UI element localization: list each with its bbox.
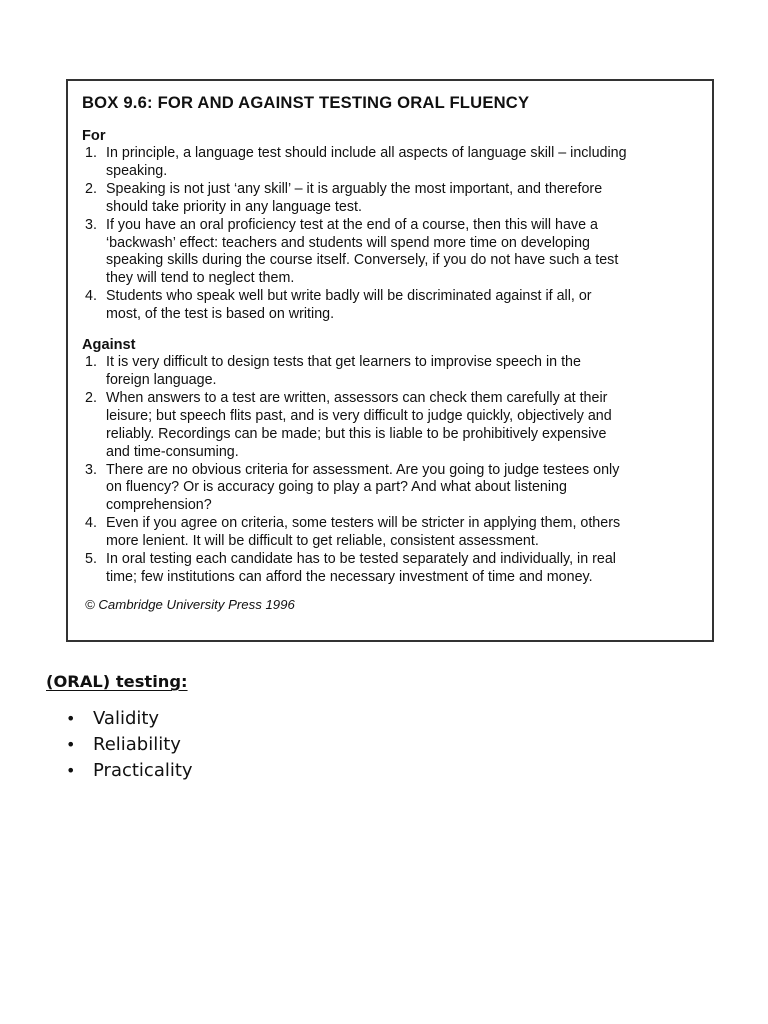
criteria-label: Practicality [93,760,193,781]
list-item [82,515,698,551]
item-line: It is very difficult to design tests that get learners to improvise speech in the [106,354,581,371]
bullet-icon: • [66,761,76,780]
item-line: time; few institutions can afford the necessary investment of time and money. [106,568,593,585]
item-line: should take priority in any language test. [106,198,362,215]
item-number: 1. [85,145,97,161]
item-line: foreign language. [106,371,217,388]
item-line: Speaking is not just ‘any skill’ – it is arguably the most important, and therefore [106,180,603,197]
oral-testing-heading: (ORAL) testing: [46,672,188,691]
item-line: Students who speak well but write badly will be discriminated against if all, or [106,288,592,305]
box-title: BOX 9.6: FOR AND AGAINST TESTING ORAL FLUENCY [82,93,530,112]
item-line: In oral testing each candidate has to be tested separately and individually, in real [106,551,616,568]
list-item [82,217,698,289]
item-number: 4. [85,288,97,305]
item-line: speaking. [106,162,168,179]
item-line: When answers to a test are written, assessors can check them carefully at their [106,389,608,406]
list-item [82,145,698,181]
box-9-6 [66,79,714,642]
list-item [82,181,698,217]
item-line: If you have an oral proficiency test at the end of a course, then this will have a [106,216,598,233]
against-heading: Against [82,337,136,354]
list-item [82,354,698,390]
for-list [82,145,698,324]
item-line: leisure; but speech flits past, and is very difficult to judge quickly, objectively and [106,407,612,424]
item-line: reliably. Recordings can be made; but this is liable to be prohibitively expensive [106,425,607,442]
bullet-icon: • [66,735,76,754]
item-line: comprehension? [106,497,212,514]
item-line: speaking skills during the course itself. Conversely, if you do not have such a test [106,252,619,269]
item-number: 3. [85,216,97,233]
list-item [82,551,698,587]
item-line: most, of the test is based on writing. [106,306,335,323]
criteria-list [66,706,193,784]
criteria-label: Reliability [93,734,181,755]
for-heading: For [82,128,106,144]
item-number: 3. [85,461,97,478]
item-number: 1. [85,354,97,371]
list-item [82,390,698,462]
item-line: they will tend to neglect them. [106,270,295,287]
criteria-item [66,732,193,758]
copyright-notice: © Cambridge University Press 1996 [85,596,295,612]
item-line: and time-consuming. [106,443,239,460]
criteria-item [66,758,193,784]
item-number: 4. [85,515,97,532]
bullet-icon: • [66,709,76,728]
item-line: Even if you agree on criteria, some testers will be stricter in applying them, others [106,515,621,532]
item-number: 2. [85,180,97,197]
item-line: In principle, a language test should include all aspects of language skill – including [106,145,627,161]
against-list [82,354,698,587]
item-line: There are no obvious criteria for assessment. Are you going to judge testees only [106,461,620,478]
criteria-item [66,706,193,732]
item-line: on fluency? Or is accuracy going to play a part? And what about listening [106,479,567,496]
item-line: ‘backwash’ effect: teachers and students will spend more time on developing [106,234,590,251]
item-number: 2. [85,389,97,406]
list-item [82,462,698,516]
item-number: 5. [85,551,97,568]
list-item [82,288,698,324]
item-line: more lenient. It will be difficult to get reliable, consistent assessment. [106,533,539,550]
criteria-label: Validity [93,708,160,729]
